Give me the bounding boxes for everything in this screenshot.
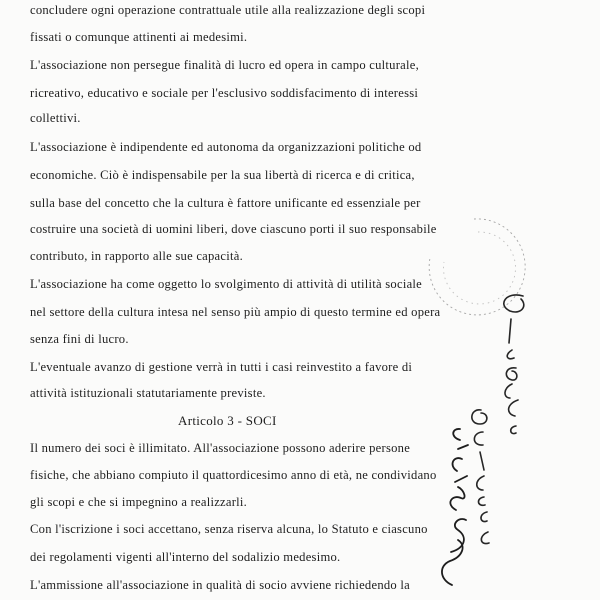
text-line-2: fissati o comunque attinenti ai medesimi. (30, 30, 248, 44)
text-line-4: ricreativo, educativo e sociale per l'esclusivo soddisfacimento di interessi (30, 86, 419, 100)
text-line-11: L'associazione ha come oggetto lo svolgimento di attività di utilità sociale (30, 277, 422, 291)
text-line-8: sulla base del concetto che la cultura è fattore unificante ed essenziale per (30, 196, 421, 210)
text-line-17: fisiche, che abbiano compiuto il quattordicesimo anno di età, ne condividano (30, 468, 437, 482)
text-line-7: economiche. Ciò è indispensabile per la sua libertà di ricerca e di critica, (30, 168, 415, 182)
stamp-seal (429, 219, 525, 315)
text-line-16: Il numero dei soci è illimitato. All'associazione possono aderire persone (30, 441, 411, 455)
text-line-21: L'ammissione all'associazione in qualità di socio avviene richiedendo la (30, 578, 410, 592)
text-line-12: nel settore della cultura intesa nel senso più ampio di questo termine ed opera (30, 305, 441, 319)
text-line-20: dei regolamenti vigenti all'interno del sodalizio medesimo. (30, 550, 341, 564)
text-line-15: attività istituzionali statutariamente previste. (30, 386, 266, 400)
article-heading: Articolo 3 - SOCI (178, 413, 277, 428)
text-line-6: L'associazione è indipendente ed autonoma da organizzazioni politiche od (30, 140, 422, 154)
text-line-14: L'eventuale avanzo di gestione verrà in tutti i casi reinvestito a favore di (30, 360, 413, 374)
text-line-18: gli scopi e che si impegnino a realizzarli. (30, 495, 248, 509)
text-line-19: Con l'iscrizione i soci accettano, senza riserva alcuna, lo Statuto e ciascuno (30, 522, 428, 536)
text-line-1: concludere ogni operazione contrattuale utile alla realizzazione degli scopi (30, 3, 426, 17)
text-line-5: collettivi. (30, 111, 81, 125)
handwritten-signature-1 (504, 295, 524, 434)
text-line-3: L'associazione non persegue finalità di lucro ed opera in campo culturale, (30, 58, 419, 72)
text-line-13: senza fini di lucro. (30, 332, 129, 346)
text-line-9: costruire una società di uomini liberi, dove ciascuno porti il suo responsabile (30, 222, 437, 236)
handwritten-signature-2 (472, 410, 489, 544)
handwritten-signature-3 (442, 429, 468, 585)
text-line-10: contributo, in rapporto alle sue capacità. (30, 249, 243, 263)
